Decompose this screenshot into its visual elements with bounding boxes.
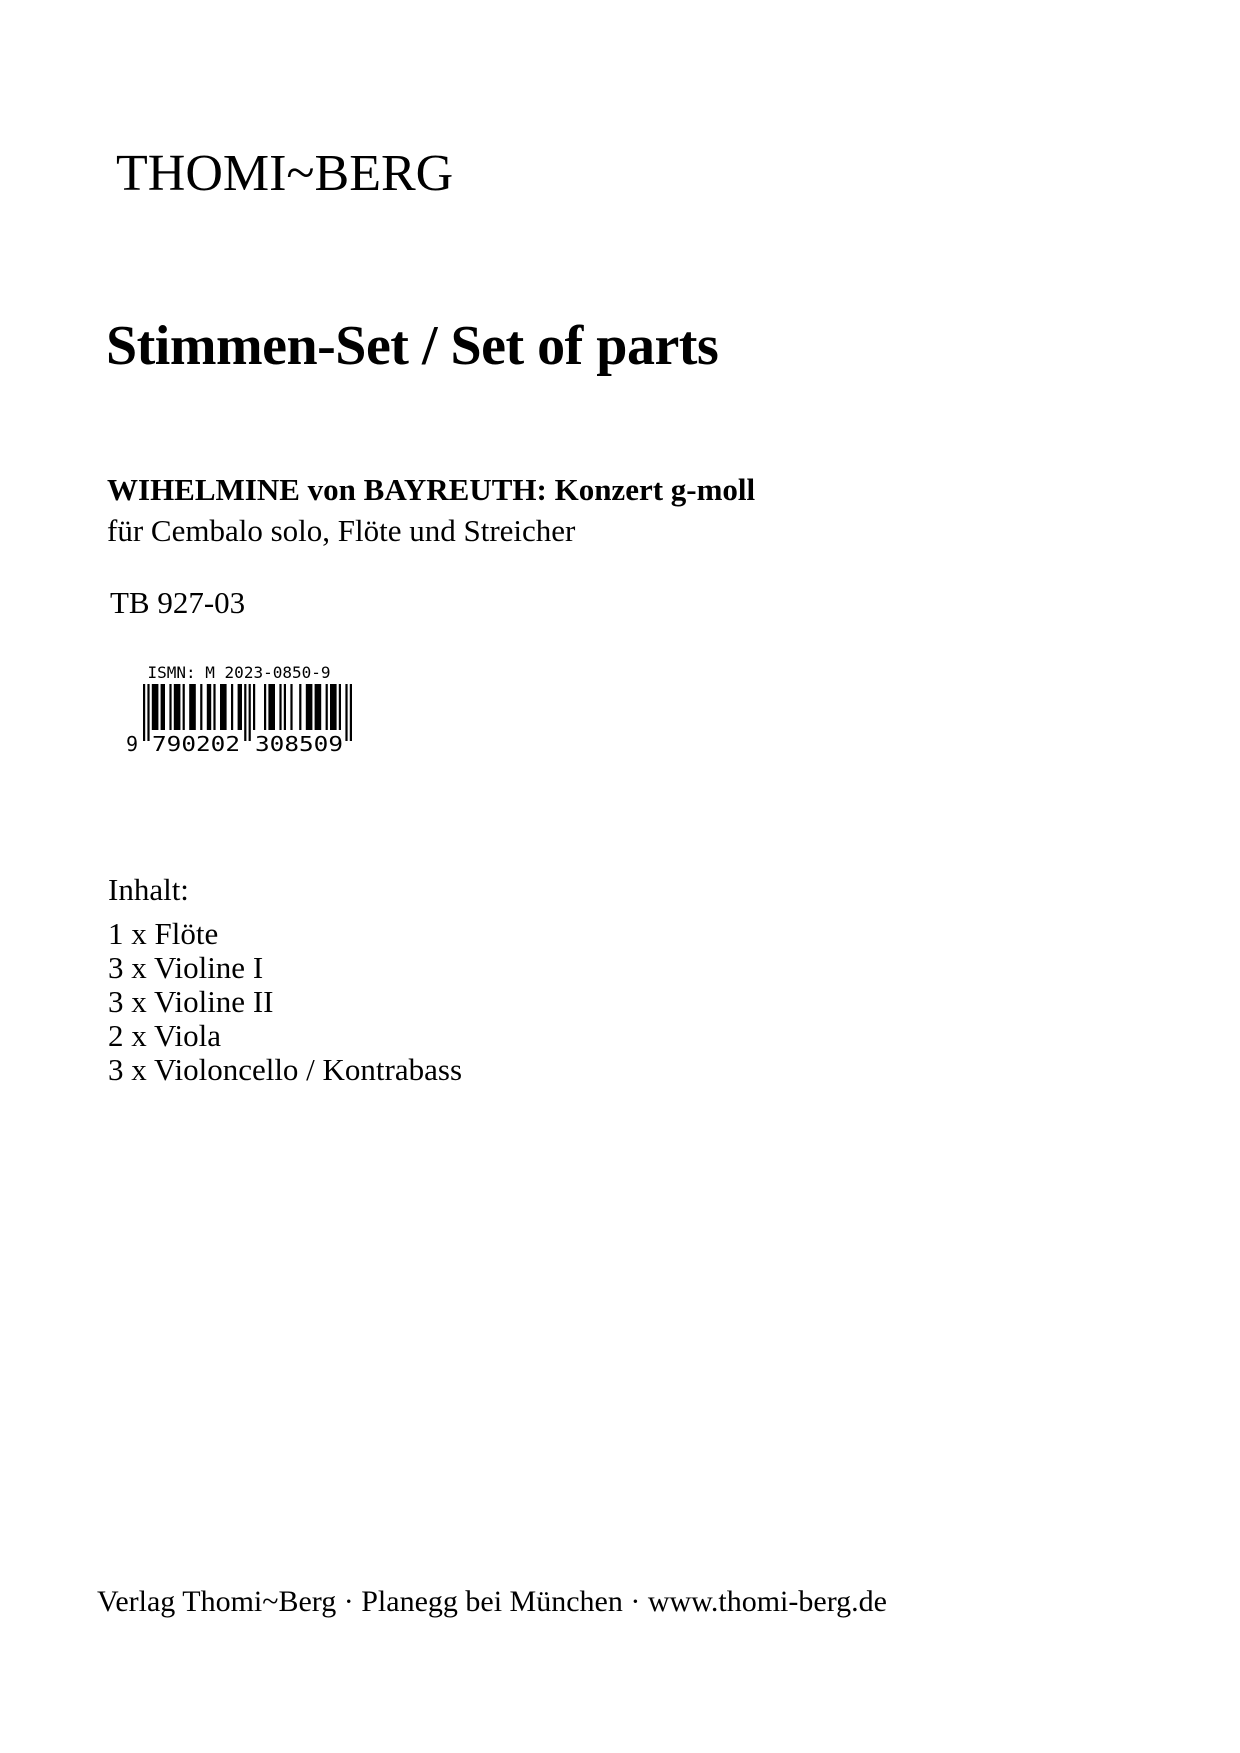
contents-list-item: 3 x Violoncello / Kontrabass <box>108 1052 463 1087</box>
barcode-bars-icon <box>126 684 356 756</box>
work-subtitle: für Cembalo solo, Flöte und Streicher <box>107 513 576 548</box>
contents-label: Inhalt: <box>108 872 189 907</box>
contents-list-item: 2 x Viola <box>108 1018 221 1053</box>
catalog-number: TB 927-03 <box>110 585 246 620</box>
contents-list <box>108 917 462 1087</box>
footer-imprint: Verlag Thomi~Berg · Planegg bei München · www.thomi-berg.de <box>97 1585 887 1618</box>
svg-text:308509: 308509 <box>255 732 343 756</box>
contents-list-item: 1 x Flöte <box>108 916 219 951</box>
contents-list-item: 3 x Violine II <box>108 984 274 1019</box>
work-title: WIHELMINE von BAYREUTH: Konzert g-moll <box>107 472 756 507</box>
ismn-label: ISMN: M 2023-0850-9 <box>147 663 331 682</box>
svg-text:9: 9 <box>126 732 139 756</box>
publisher-logo: THOMI~BERG <box>116 145 454 202</box>
svg-text:790202: 790202 <box>152 732 240 756</box>
page-title: Stimmen-Set / Set of parts <box>106 315 719 377</box>
ean13-barcode <box>126 662 356 756</box>
contents-list-item: 3 x Violine I <box>108 950 264 985</box>
